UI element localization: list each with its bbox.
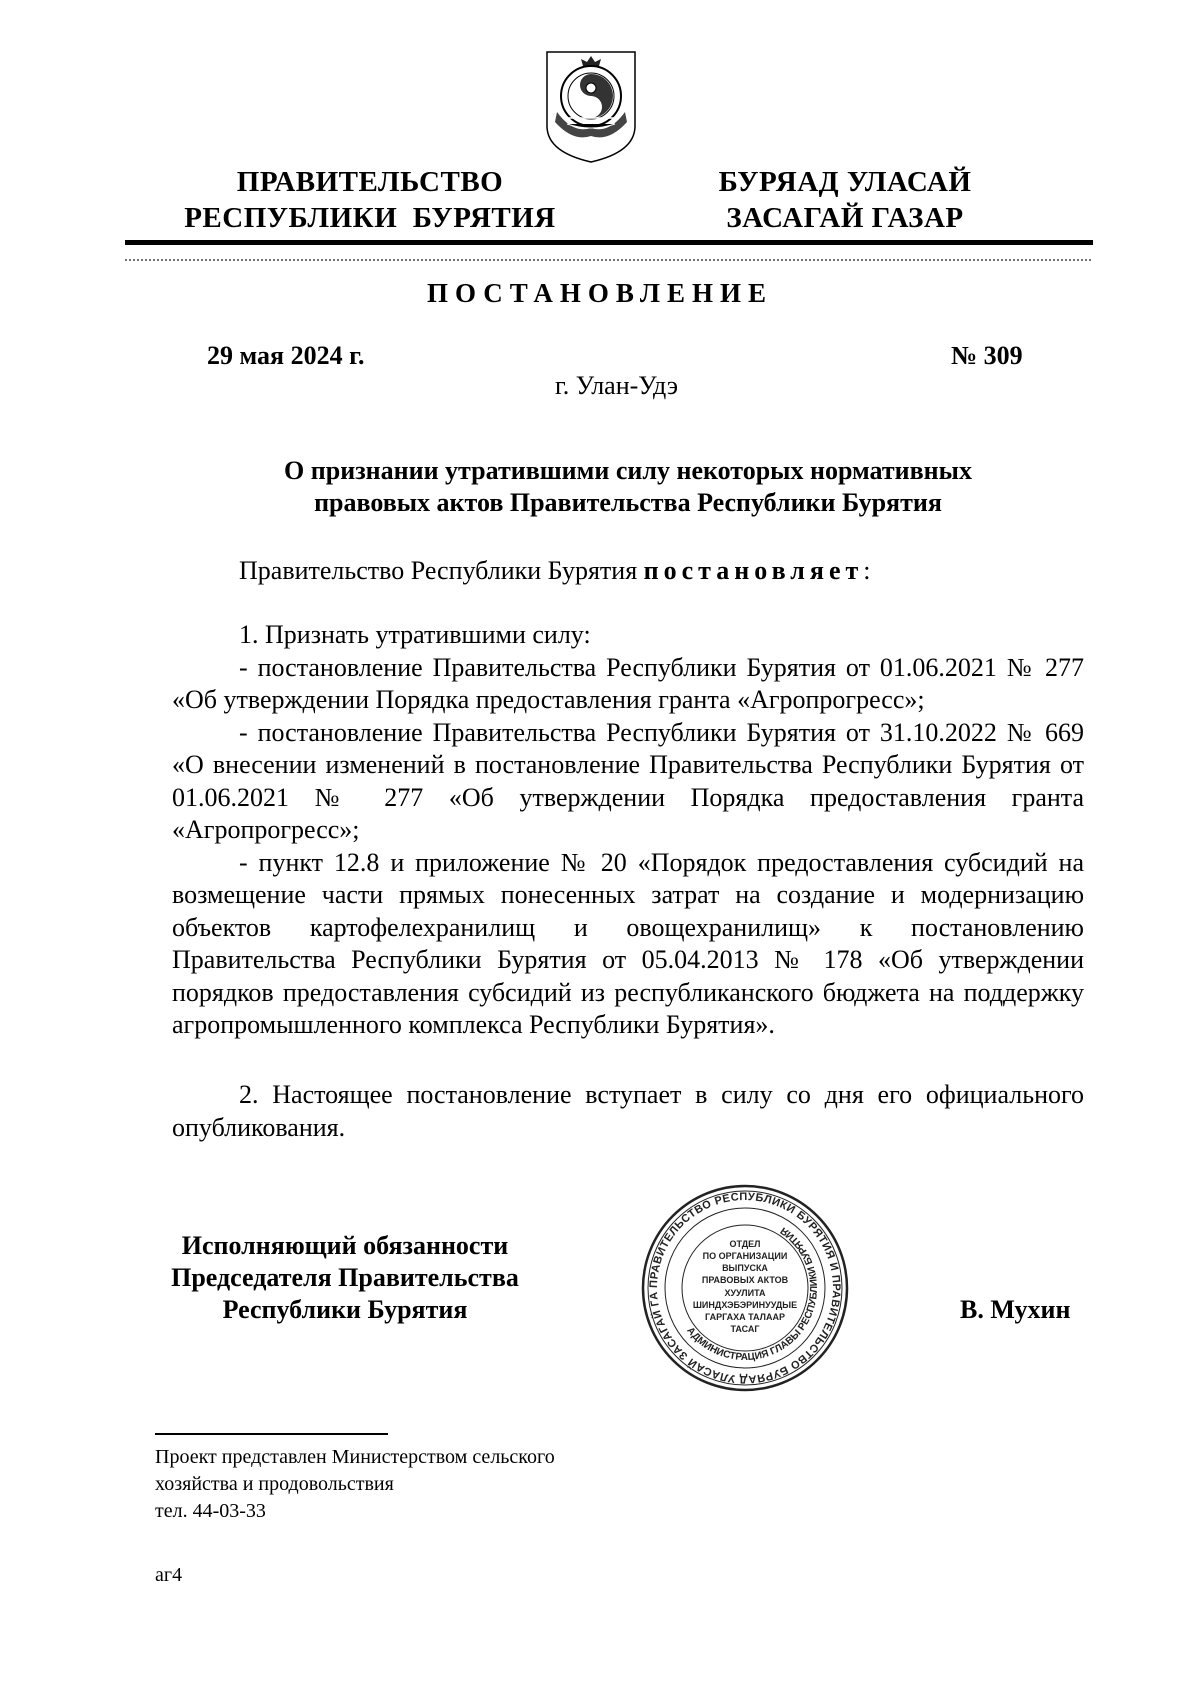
- stamp-center-line-1: ОТДЕЛ: [729, 1239, 761, 1249]
- preamble-verb: постановляет: [643, 556, 864, 585]
- header-right-line1: БУРЯАД УЛАСАЙ: [718, 166, 972, 198]
- signatory-name: В. Мухин: [960, 1295, 1071, 1324]
- signatory-title-line1: Исполняющий обязанности: [181, 1231, 509, 1260]
- stamp-center-line-3: ВЫПУСКА: [722, 1263, 768, 1273]
- stamp-center-line-4: ПРАВОВЫХ АКТОВ: [701, 1275, 789, 1285]
- header-right-line2: ЗАСАГАЙ ГАЗАР: [726, 202, 964, 234]
- document-number: № 309: [951, 341, 1023, 370]
- signatory-title-line3: Республики Бурятия: [222, 1295, 468, 1324]
- document-type-title: ПОСТАНОВЛЕНИЕ: [426, 278, 774, 308]
- footer-line3: тел. 44-03-33: [155, 1500, 266, 1522]
- footer-line1: Проект представлен Министерством сельского: [155, 1446, 555, 1468]
- header-rule-thin: [125, 259, 1093, 261]
- preamble: [239, 555, 871, 587]
- paragraph-2: [172, 1079, 1084, 1144]
- coat-of-arms-emblem: [543, 48, 639, 164]
- paragraph-1: [172, 619, 1084, 1042]
- footer-line2: хозяйства и продовольствия: [155, 1473, 394, 1495]
- paragraph-1-head: 1. Признать утратившими силу:: [239, 620, 591, 649]
- preamble-end: :: [863, 556, 871, 585]
- footer-code: аг4: [155, 1564, 183, 1586]
- paragraph-2-text: 2. Настоящее постановление вступает в силу со дня его официального опубликования.: [172, 1080, 1084, 1142]
- document-city: г. Улан-Удэ: [555, 371, 679, 400]
- subject-line1: О признании утратившими силу некоторых нормативных: [284, 456, 972, 485]
- header-left-line1: ПРАВИТЕЛЬСТВО: [236, 166, 504, 198]
- header-left-line2: РЕСПУБЛИКИ БУРЯТИЯ: [184, 202, 556, 234]
- paragraph-1-item-2: - постановление Правительства Республики Бурятия от 31.10.2022 № 669 «О внесении изменений в постановление Правительства Республики Бурятия от 01.06.2021 № 277 «Об утверждении Порядка предоставления гранта «Агропрогресс»;: [172, 717, 1084, 844]
- stamp-center-line-5: ХУУЛИТА: [724, 1288, 766, 1298]
- stamp-center-line-2: ПО ОРГАНИЗАЦИИ: [702, 1251, 788, 1261]
- header-rule-thick: [125, 240, 1093, 245]
- official-seal-stamp: [640, 1183, 850, 1393]
- subject-line2: правовых актов Правительства Республики Бурятия: [314, 488, 942, 517]
- paragraph-1-item-3: - пункт 12.8 и приложение № 20 «Порядок предоставления субсидий на возмещение части прямых понесенных затрат на создание и модернизацию объектов картофелехранилищ и овощехранилищ» к постановлению Правительства Республики Бурятия от 05.04.2013 № 178 «Об утверждении порядков предоставления субсидий из республиканского бюджета на поддержку агропромышленного комплекса Республики Бурятия».: [172, 847, 1084, 1039]
- document-date: 29 мая 2024 г.: [207, 341, 365, 370]
- stamp-center-line-8: ТАСАГ: [730, 1324, 760, 1334]
- stamp-inner-ring-text: АДМИНИСТРАЦИЯ ГЛАВЫ РЕСПУБЛИКИ БУРЯТИЯ: [684, 1224, 821, 1364]
- paragraph-1-item-1: - постановление Правительства Республики Бурятия от 01.06.2021 № 277 «Об утверждении Порядка предоставления гранта «Агропрогресс»;: [172, 652, 1084, 714]
- footnote-rule: [155, 1433, 388, 1435]
- signatory-title-line2: Председателя Правительства: [171, 1263, 519, 1292]
- stamp-center-line-7: ГАРГАХА ТАЛААР: [705, 1312, 785, 1322]
- stamp-center-line-6: ШИНДХЭБЭРИНУУДЫЕ: [692, 1300, 798, 1310]
- preamble-text: Правительство Республики Бурятия: [239, 556, 644, 585]
- stamp-outer-ring-text: ПРАВИТЕЛЬСТВО РЕСПУБЛИКИ БУРЯТИЯ И ПРАВИТЕЛЬСТВО БУРЯАД УЛАСАЙ ЗАСАГАЙ ГА: [647, 1190, 843, 1386]
